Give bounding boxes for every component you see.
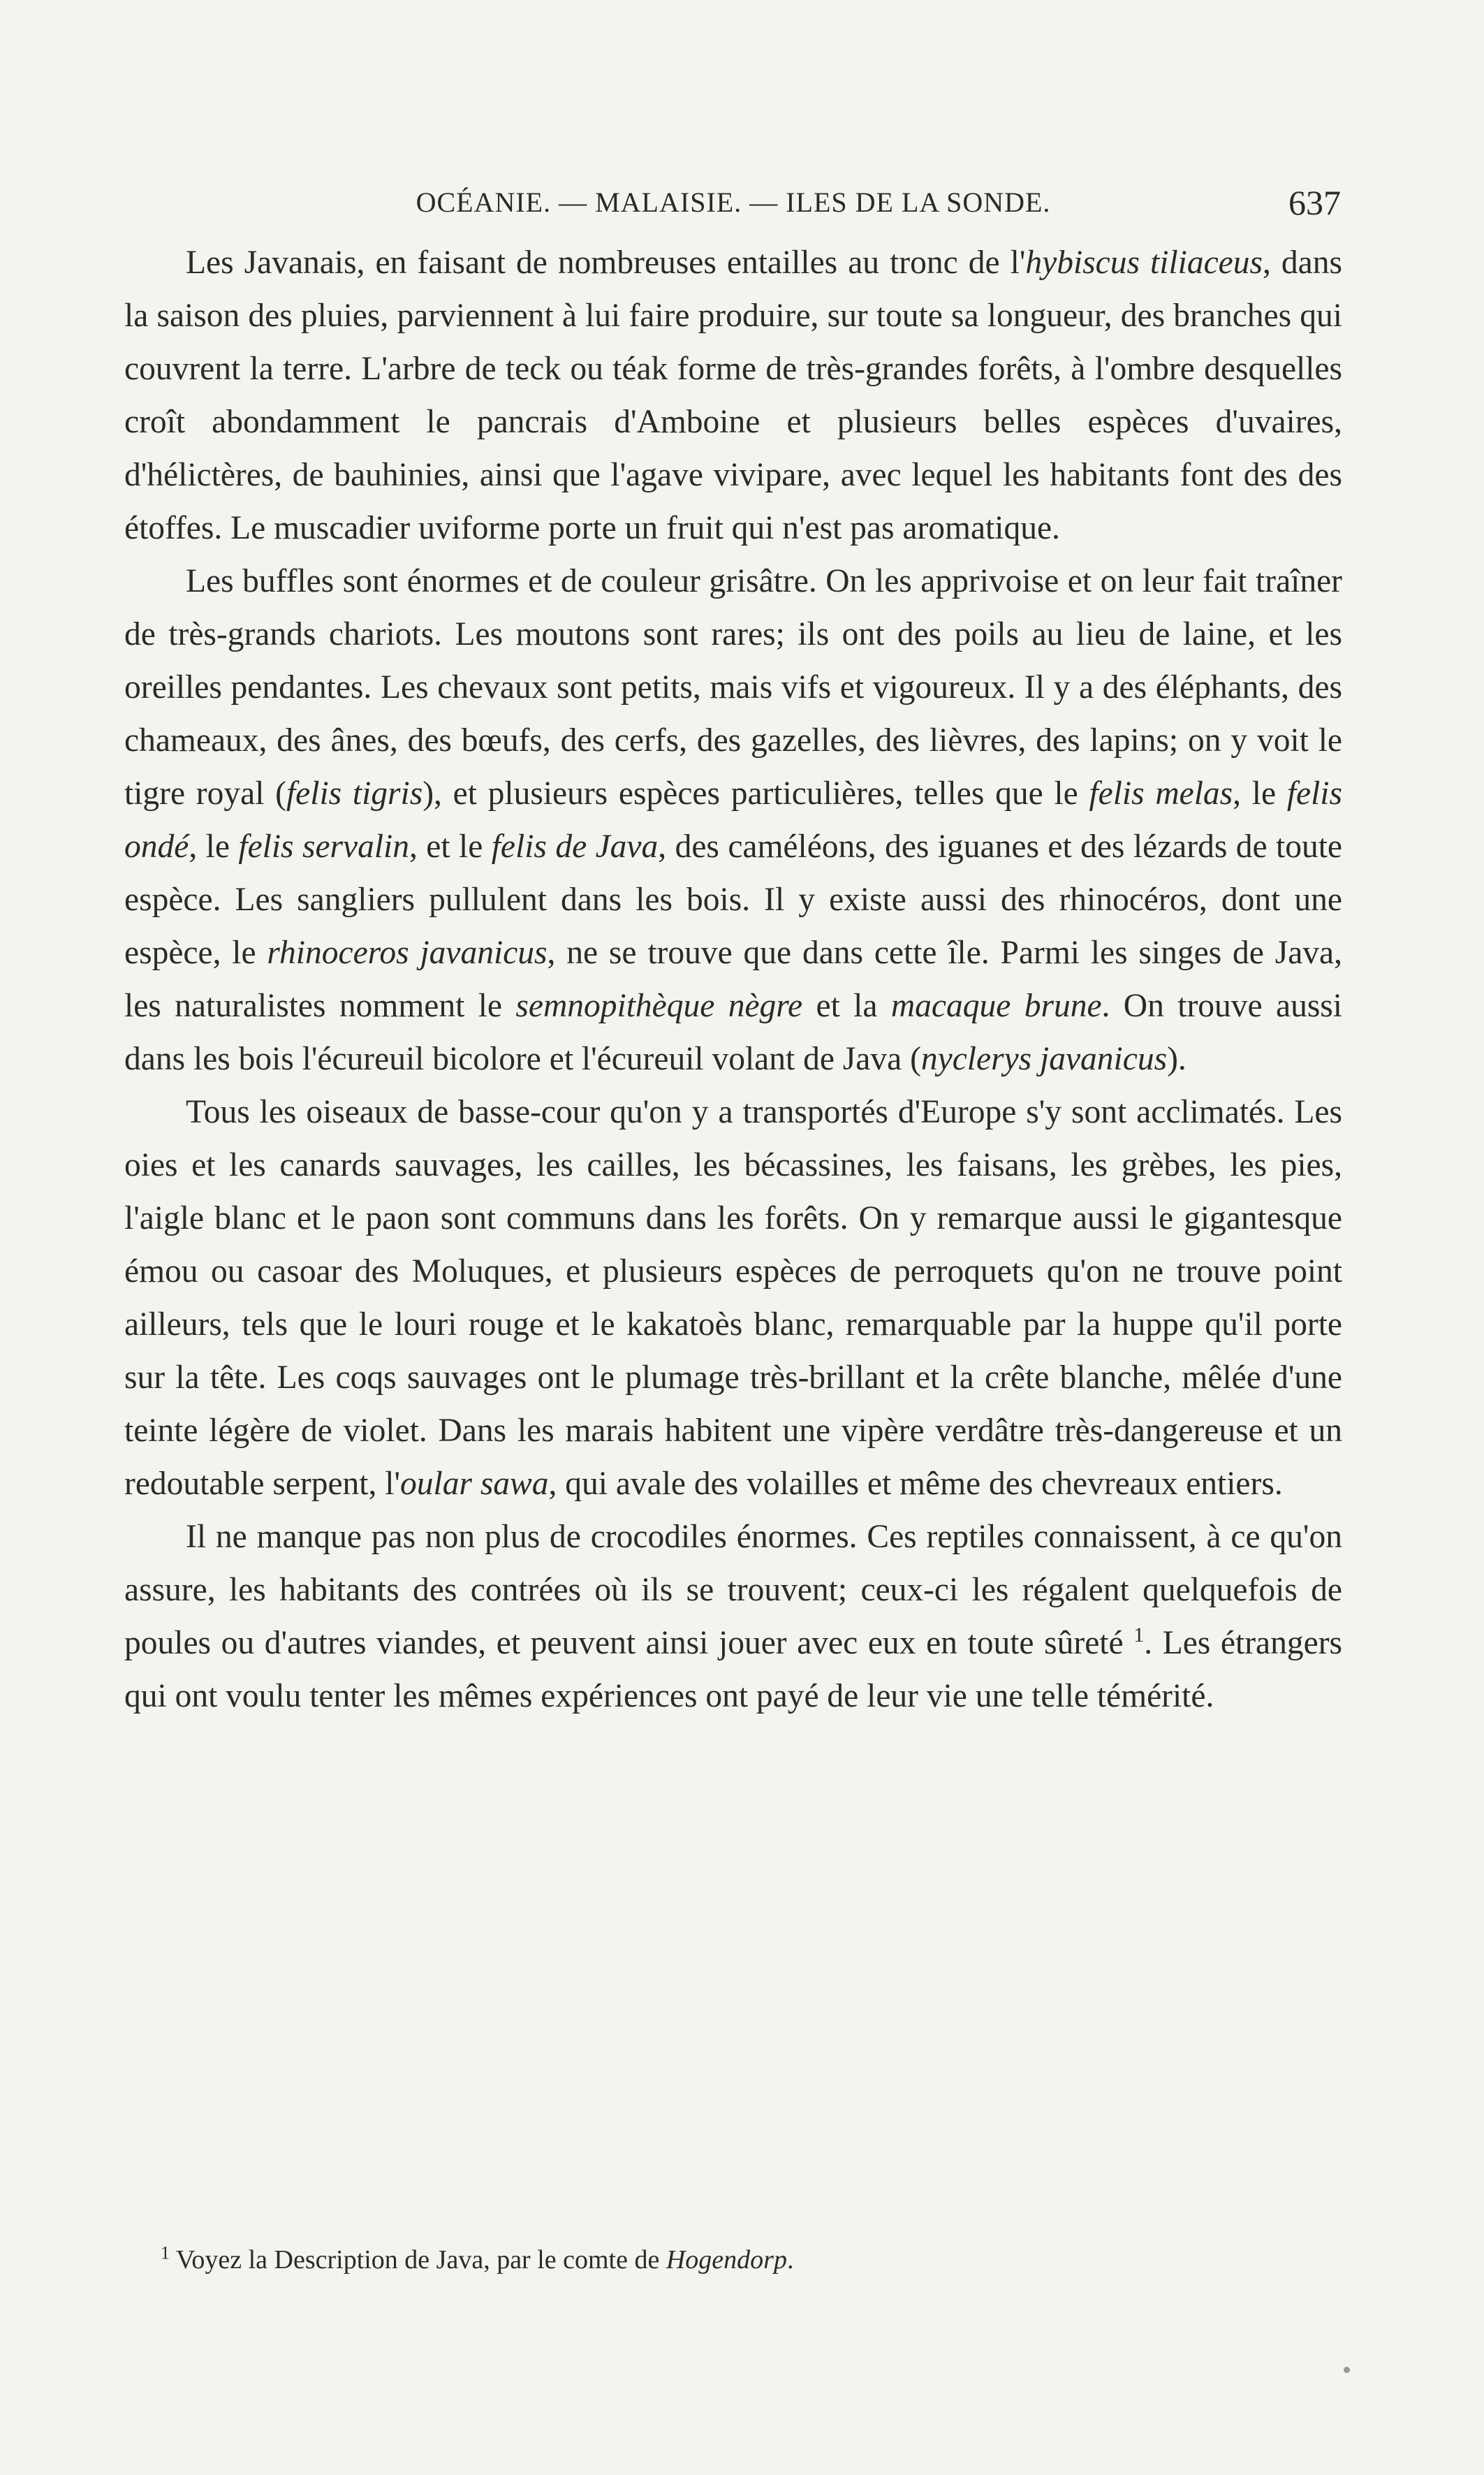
text-segment: , le [1233, 775, 1287, 812]
running-title: OCÉANIE. — MALAISIE. — ILES DE LA SONDE. [416, 187, 1051, 218]
paragraph [124, 555, 1342, 1086]
text-segment: Tous les oiseaux de basse-cour qu'on y a transportés d'Europe s'y sont acclimatés. Les oies et les canards sauvages, les cailles, les bécassines, les faisans, les grèbes, les pies, l'aigle blanc et le paon sont communs dans les forêts. On y remarque aussi le gigantesque émou ou casoar des Moluques, et plusieurs espèces de perroquets qu'on ne trouve point ailleurs, tels que le louri rouge et le kakatoès blanc, remarquable par la huppe qu'il porte sur la tête. Les coqs sauvages ont le plumage très-brillant et la crête blanche, mêlée d'une teinte légère de violet. Dans les marais habitent une vipère verdâtre très-dangereuse et un redoutable serpent, l' [124, 1094, 1342, 1502]
text-segment: et la [802, 988, 891, 1024]
running-header [126, 178, 1341, 227]
italic-term: oular sawa [400, 1466, 549, 1502]
footnote-marker: 1 [161, 2242, 170, 2263]
italic-term: semnopithèque nègre [515, 988, 803, 1024]
paragraph [124, 236, 1342, 555]
text-segment: , dans la saison des pluies, parviennent à lui faire produire, sur toute sa longueur, des branches qui couvrent la terre. L'arbre de teck ou téak forme de très-grandes forêts, à l'ombre desquelles croît abondamment le pancrais d'Amboine et plusieurs belles espèces d'uvaires, d'hélictères, de bauhinies, ainsi que l'agave vivipare, avec lequel les habitants font des des étoffes. Le muscadier uviforme porte un fruit qui n'est pas aromatique. [124, 244, 1342, 546]
text-segment: . Les étrangers qui ont voulu tenter les mêmes expériences ont payé de leur vie une telle témérité. [124, 1625, 1342, 1714]
text-segment: Les buffles sont énormes et de couleur grisâtre. On les apprivoise et on leur fait traîner de très-grands chariots. Les moutons sont rares; ils ont des poils au lieu de laine, et les oreilles pendantes. Les chevaux sont petits, mais vifs et vigoureux. Il y a des éléphants, des chameaux, des ânes, des bœufs, des cerfs, des gazelles, des lièvres, des lapins; on y voit le tigre royal ( [124, 563, 1342, 812]
ink-speck [1344, 2367, 1350, 2373]
paragraph [124, 1510, 1342, 1723]
italic-term: felis tigris [286, 775, 423, 812]
italic-term: felis ondé [124, 775, 1342, 865]
italic-term: felis melas [1089, 775, 1233, 812]
text-segment: Il ne manque pas non plus de crocodiles énormes. Ces reptiles connaissent, à ce qu'on assure, les habitants des contrées où ils se trouvent; ceux-ci les régalent quelquefois de poules ou d'autres viandes, et peuvent ainsi jouer avec eux en toute sûreté [124, 1519, 1342, 1661]
text-segment: , et le [409, 828, 492, 865]
text-segment: , ne se trouve que dans cette île. Parmi les singes de Java, les naturalistes nomment le [124, 935, 1342, 1024]
text-segment: , des caméléons, des iguanes et des lézards de toute espèce. Les sangliers pullulent dans les bois. Il y existe aussi des rhinocéros, dont une espèce, le [124, 828, 1342, 971]
text-segment: ). [1167, 1041, 1187, 1077]
footnote [161, 2239, 1341, 2281]
italic-term: felis servalin [238, 828, 409, 865]
italic-term: rhinoceros javanicus [267, 935, 548, 971]
italic-term: Hogendorp [666, 2245, 787, 2275]
italic-term: nyclerys javanicus [920, 1041, 1168, 1077]
text-segment: ), et plusieurs espèces particulières, telles que le [423, 775, 1089, 812]
text-segment: Les Javanais, en faisant de nombreuses entailles au tronc de l' [186, 244, 1026, 281]
italic-term: hybiscus tiliaceus [1025, 244, 1263, 281]
text-segment: , le [189, 828, 239, 865]
paragraph [124, 1086, 1342, 1510]
page-number: 637 [1288, 183, 1341, 222]
text-segment: . On trouve aussi dans les bois l'écureuil bicolore et l'écureuil volant de Java ( [124, 988, 1342, 1077]
italic-term: macaque brune [890, 988, 1102, 1024]
text-segment: Voyez la Description de Java, par le comte de [170, 2245, 666, 2275]
text-segment: , qui avale des volailles et même des chevreaux entiers. [548, 1466, 1283, 1502]
text-segment: . [786, 2245, 794, 2275]
footnote-reference[interactable]: 1 [1133, 1623, 1145, 1647]
italic-term: felis de Java [491, 828, 659, 865]
body-text [124, 236, 1342, 1723]
